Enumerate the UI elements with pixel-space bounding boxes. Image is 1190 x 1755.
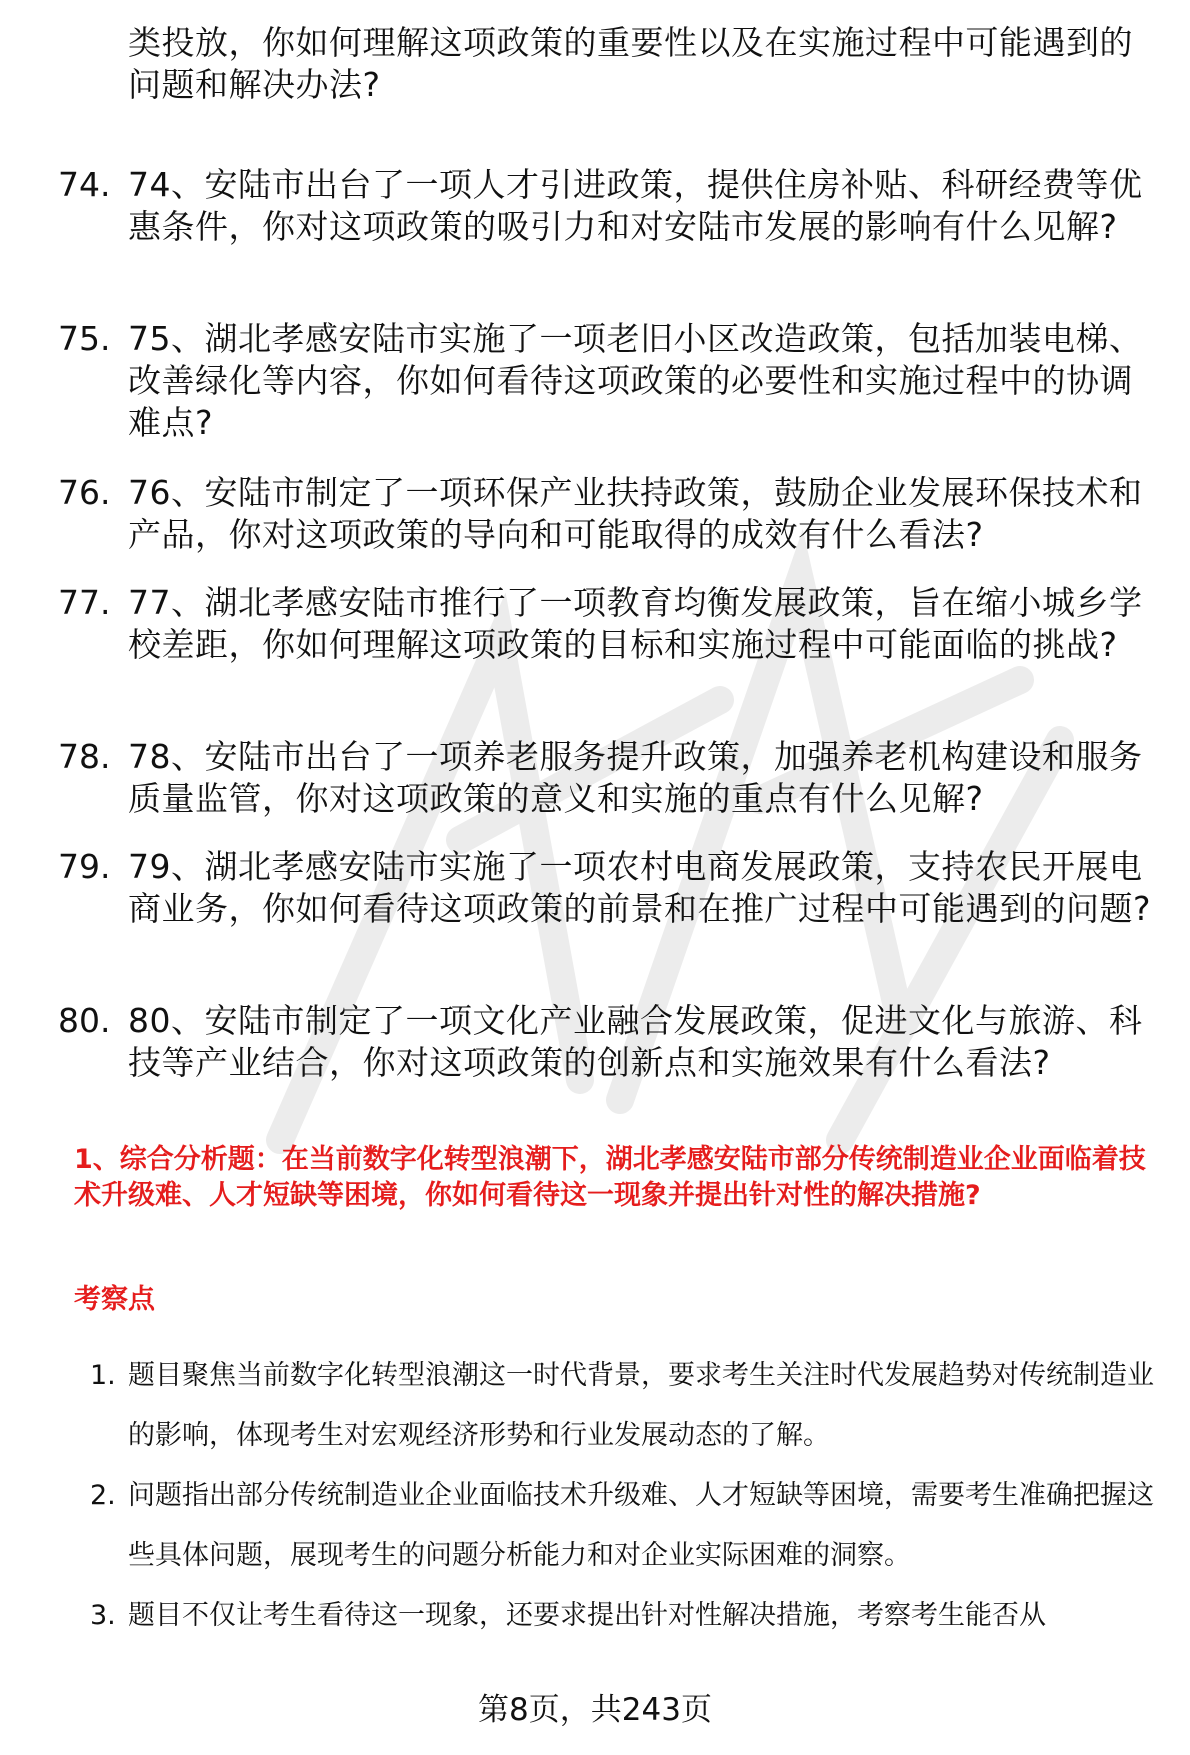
question-number: 75.: [58, 319, 111, 358]
question-number: 79.: [58, 847, 111, 886]
question-number: 78.: [58, 737, 111, 776]
question-text: 78、安陆市出台了一项养老服务提升政策，加强养老机构建设和服务质量监管，你对这项政策的意义和实施的重点有什么见解?: [128, 737, 1143, 818]
question-number: 74.: [58, 165, 111, 204]
question-text: 74、安陆市出台了一项人才引进政策，提供住房补贴、科研经费等优惠条件，你对这项政策的吸引力和对安陆市发展的影响有什么见解?: [128, 165, 1143, 246]
question-number: 77.: [58, 583, 111, 622]
question-text: 76、安陆市制定了一项环保产业扶持政策，鼓励企业发展环保技术和产品，你对这项政策的导向和可能取得的成效有什么看法?: [128, 473, 1143, 554]
question-text: 79、湖北孝感安陆市实施了一项农村电商发展政策，支持农民开展电商业务，你如何看待这项政策的前景和在推广过程中可能遇到的问题?: [128, 847, 1152, 928]
question-text: 77、湖北孝感安陆市推行了一项教育均衡发展政策，旨在缩小城乡学校差距，你如何理解这项政策的目标和实施过程中可能面临的挑战?: [128, 583, 1143, 664]
question-number: 76.: [58, 473, 111, 512]
question-text: 80、安陆市制定了一项文化产业融合发展政策，促进文化与旅游、科技等产业结合，你对这项政策的创新点和实施效果有什么看法?: [128, 1001, 1143, 1082]
question-text: 75、湖北孝感安陆市实施了一项老旧小区改造政策，包括加装电梯、改善绿化等内容，你如何看待这项政策的必要性和实施过程中的协调难点?: [128, 319, 1143, 442]
exam-point-number: 1.: [90, 1360, 116, 1391]
exam-point-text: 问题指出部分传统制造业企业面临技术升级难、人才短缺等困境，需要考生准确把握这些具体问题，展现考生的问题分析能力和对企业实际困难的洞察。: [128, 1480, 1154, 1571]
exam-points-heading: 考察点: [74, 1284, 155, 1315]
question-text: 类投放，你如何理解这项政策的重要性以及在实施过程中可能遇到的问题和解决办法?: [128, 23, 1133, 104]
question-number: 80.: [58, 1001, 111, 1040]
exam-point-number: 2.: [90, 1480, 116, 1511]
exam-point-number: 3.: [90, 1600, 116, 1631]
exam-point-text: 题目聚焦当前数字化转型浪潮这一时代背景，要求考生关注时代发展趋势对传统制造业的影响，体现考生对宏观经济形势和行业发展动态的了解。: [128, 1360, 1154, 1451]
page-footer: 第8页，共243页: [478, 1692, 712, 1728]
exam-point-text: 题目不仅让考生看待这一现象，还要求提出针对性解决措施，考察考生能否从: [128, 1600, 1046, 1631]
analysis-question-title: 1、综合分析题：在当前数字化转型浪潮下，湖北孝感安陆市部分传统制造业企业面临着技术升级难、人才短缺等困境，你如何看待这一现象并提出针对性的解决措施?: [74, 1144, 1146, 1211]
